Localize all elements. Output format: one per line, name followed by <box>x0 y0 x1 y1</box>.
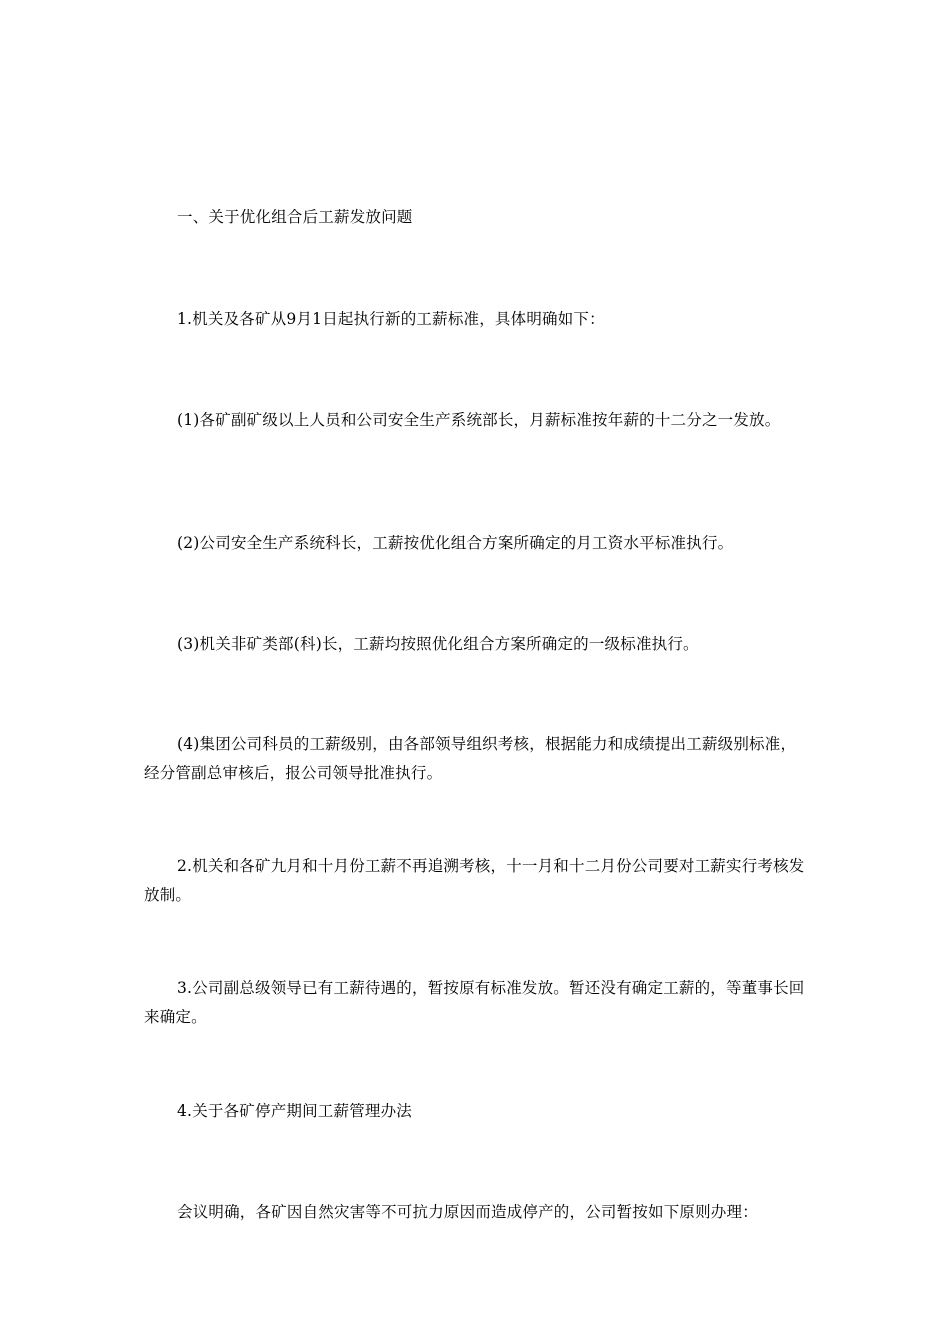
section-heading: 一、关于优化组合后工薪发放问题 <box>177 207 413 226</box>
paragraph-sub-item-3: (3)机关非矿类部(科)长，工薪均按照优化组合方案所确定的一级标准执行。 <box>177 634 699 653</box>
paragraph-item-2: 2.机关和各矿九月和十月份工薪不再追溯考核，十一月和十二月份公司要对工薪实行考核发放制。 <box>144 856 805 904</box>
paragraph-item-1: 1.机关及各矿从9月1日起执行新的工薪标准，具体明确如下： <box>177 309 605 328</box>
paragraph-sub-item-1: (1)各矿副矿级以上人员和公司安全生产系统部长，月薪标准按年薪的十二分之一发放。 <box>177 410 781 429</box>
paragraph-meeting-note: 会议明确，各矿因自然灾害等不可抗力原因而造成停产的，公司暂按如下原则办理： <box>177 1202 758 1221</box>
paragraph-item-4: 4.关于各矿停产期间工薪管理办法 <box>177 1101 412 1120</box>
paragraph-item-3: 3.公司副总级领导已有工薪待遇的，暂按原有标准发放。暂还没有确定工薪的，等董事长回来确定。 <box>144 978 805 1026</box>
paragraph-sub-item-4: (4)集团公司科员的工薪级别，由各部领导组织考核，根据能力和成绩提出工薪级别标准，经分管副总审核后，报公司领导批准执行。 <box>144 734 797 782</box>
paragraph-sub-item-2: (2)公司安全生产系统科长，工薪按优化组合方案所确定的月工资水平标准执行。 <box>177 533 734 552</box>
